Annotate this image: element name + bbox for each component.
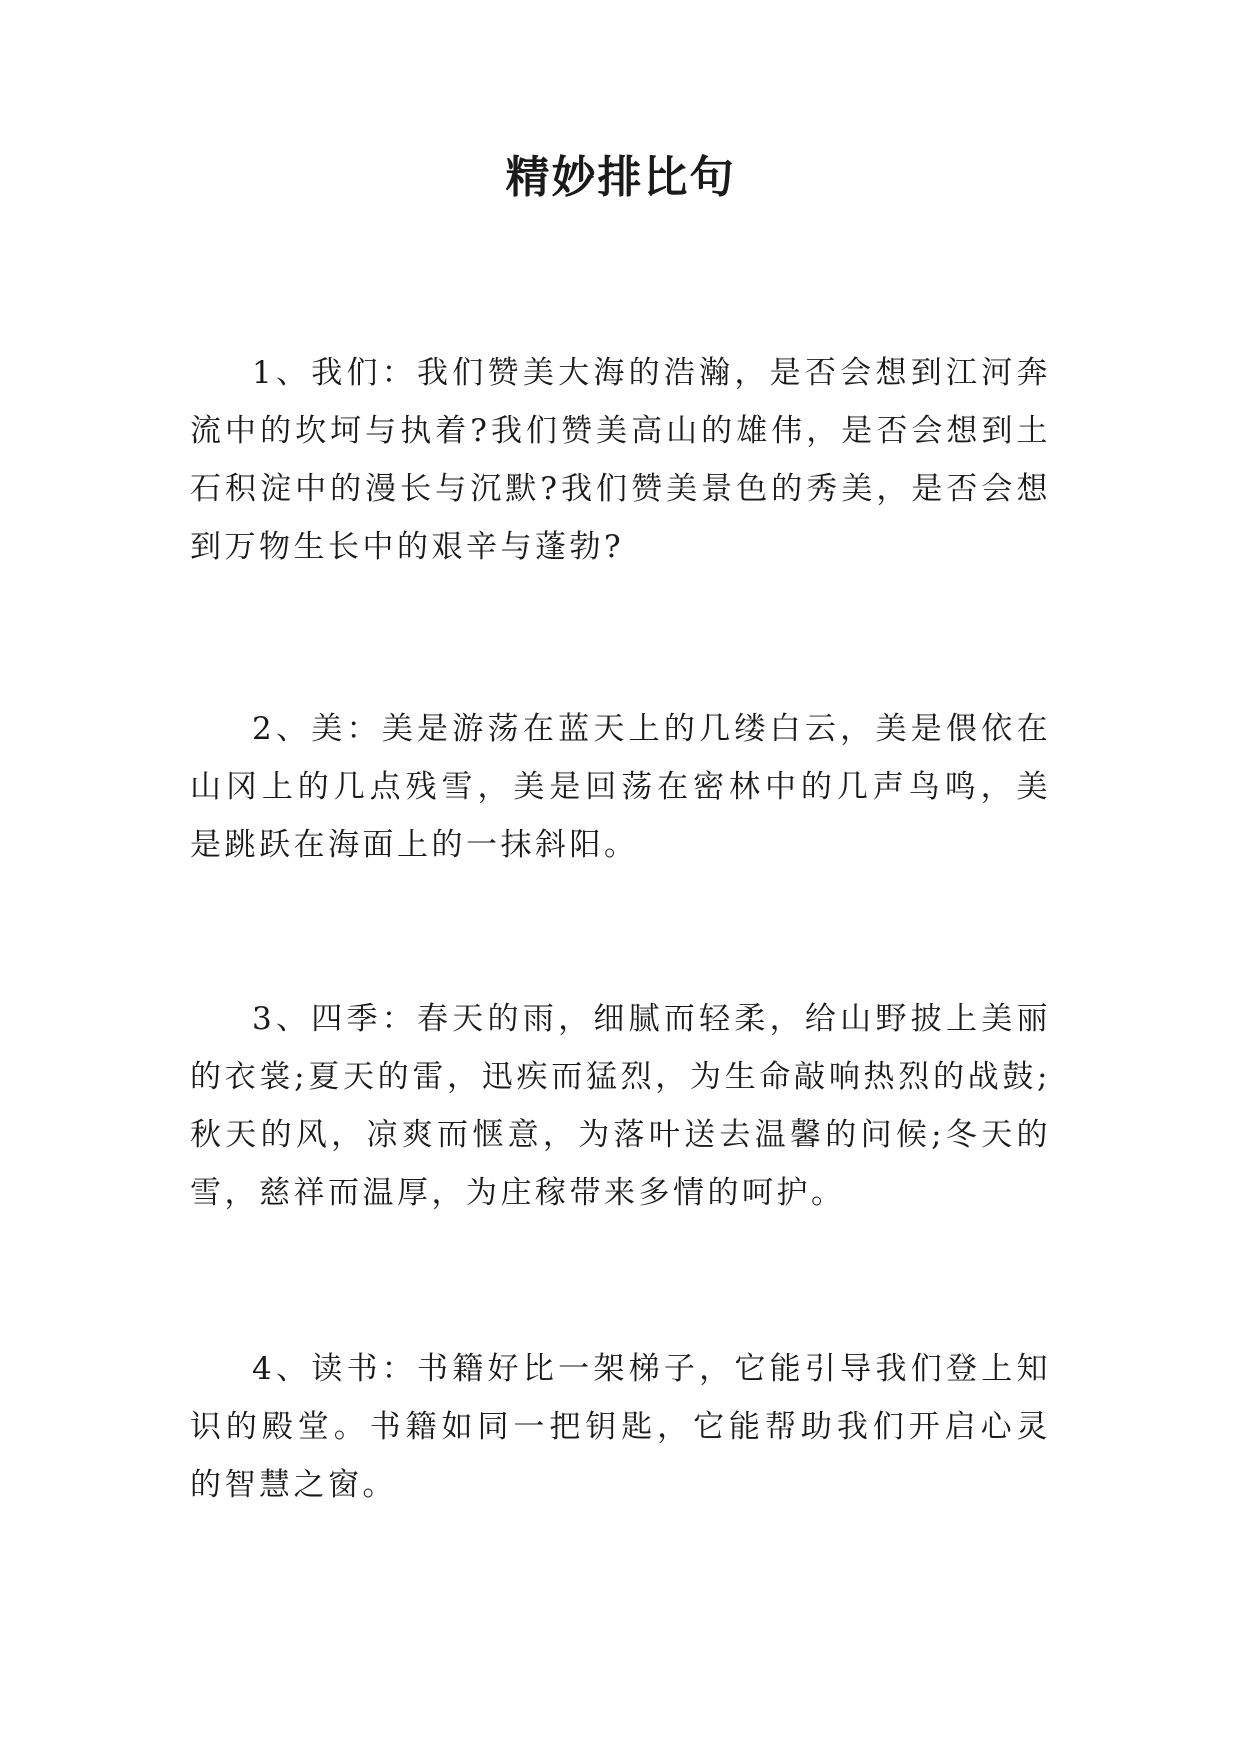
paragraph-4: 4、读书：书籍好比一架梯子，它能引导我们登上知识的殿堂。书籍如同一把钥匙，它能帮助我们开启心灵的智慧之窗。 — [190, 1351, 1051, 1503]
paragraph-3: 3、四季：春天的雨，细腻而轻柔，给山野披上美丽的衣裳;夏天的雷，迅疾而猛烈，为生命敲响热烈的战鼓;秋天的风，凉爽而惬意，为落叶送去温馨的问候;冬天的雪，慈祥而温厚，为庄稼带来多情的呵护。 — [190, 1001, 1051, 1211]
paragraph-2: 2、美：美是游荡在蓝天上的几缕白云，美是偎依在山冈上的几点残雪，美是回荡在密林中的几声鸟鸣，美是跳跃在海面上的一抹斜阳。 — [190, 711, 1051, 863]
paragraph-1: 1、我们：我们赞美大海的浩瀚，是否会想到江河奔流中的坎坷与执着?我们赞美高山的雄伟，是否会想到土石积淀中的漫长与沉默?我们赞美景色的秀美，是否会想到万物生长中的艰辛与蓬勃? — [190, 355, 1051, 565]
page-title: 精妙排比句 — [505, 152, 736, 203]
